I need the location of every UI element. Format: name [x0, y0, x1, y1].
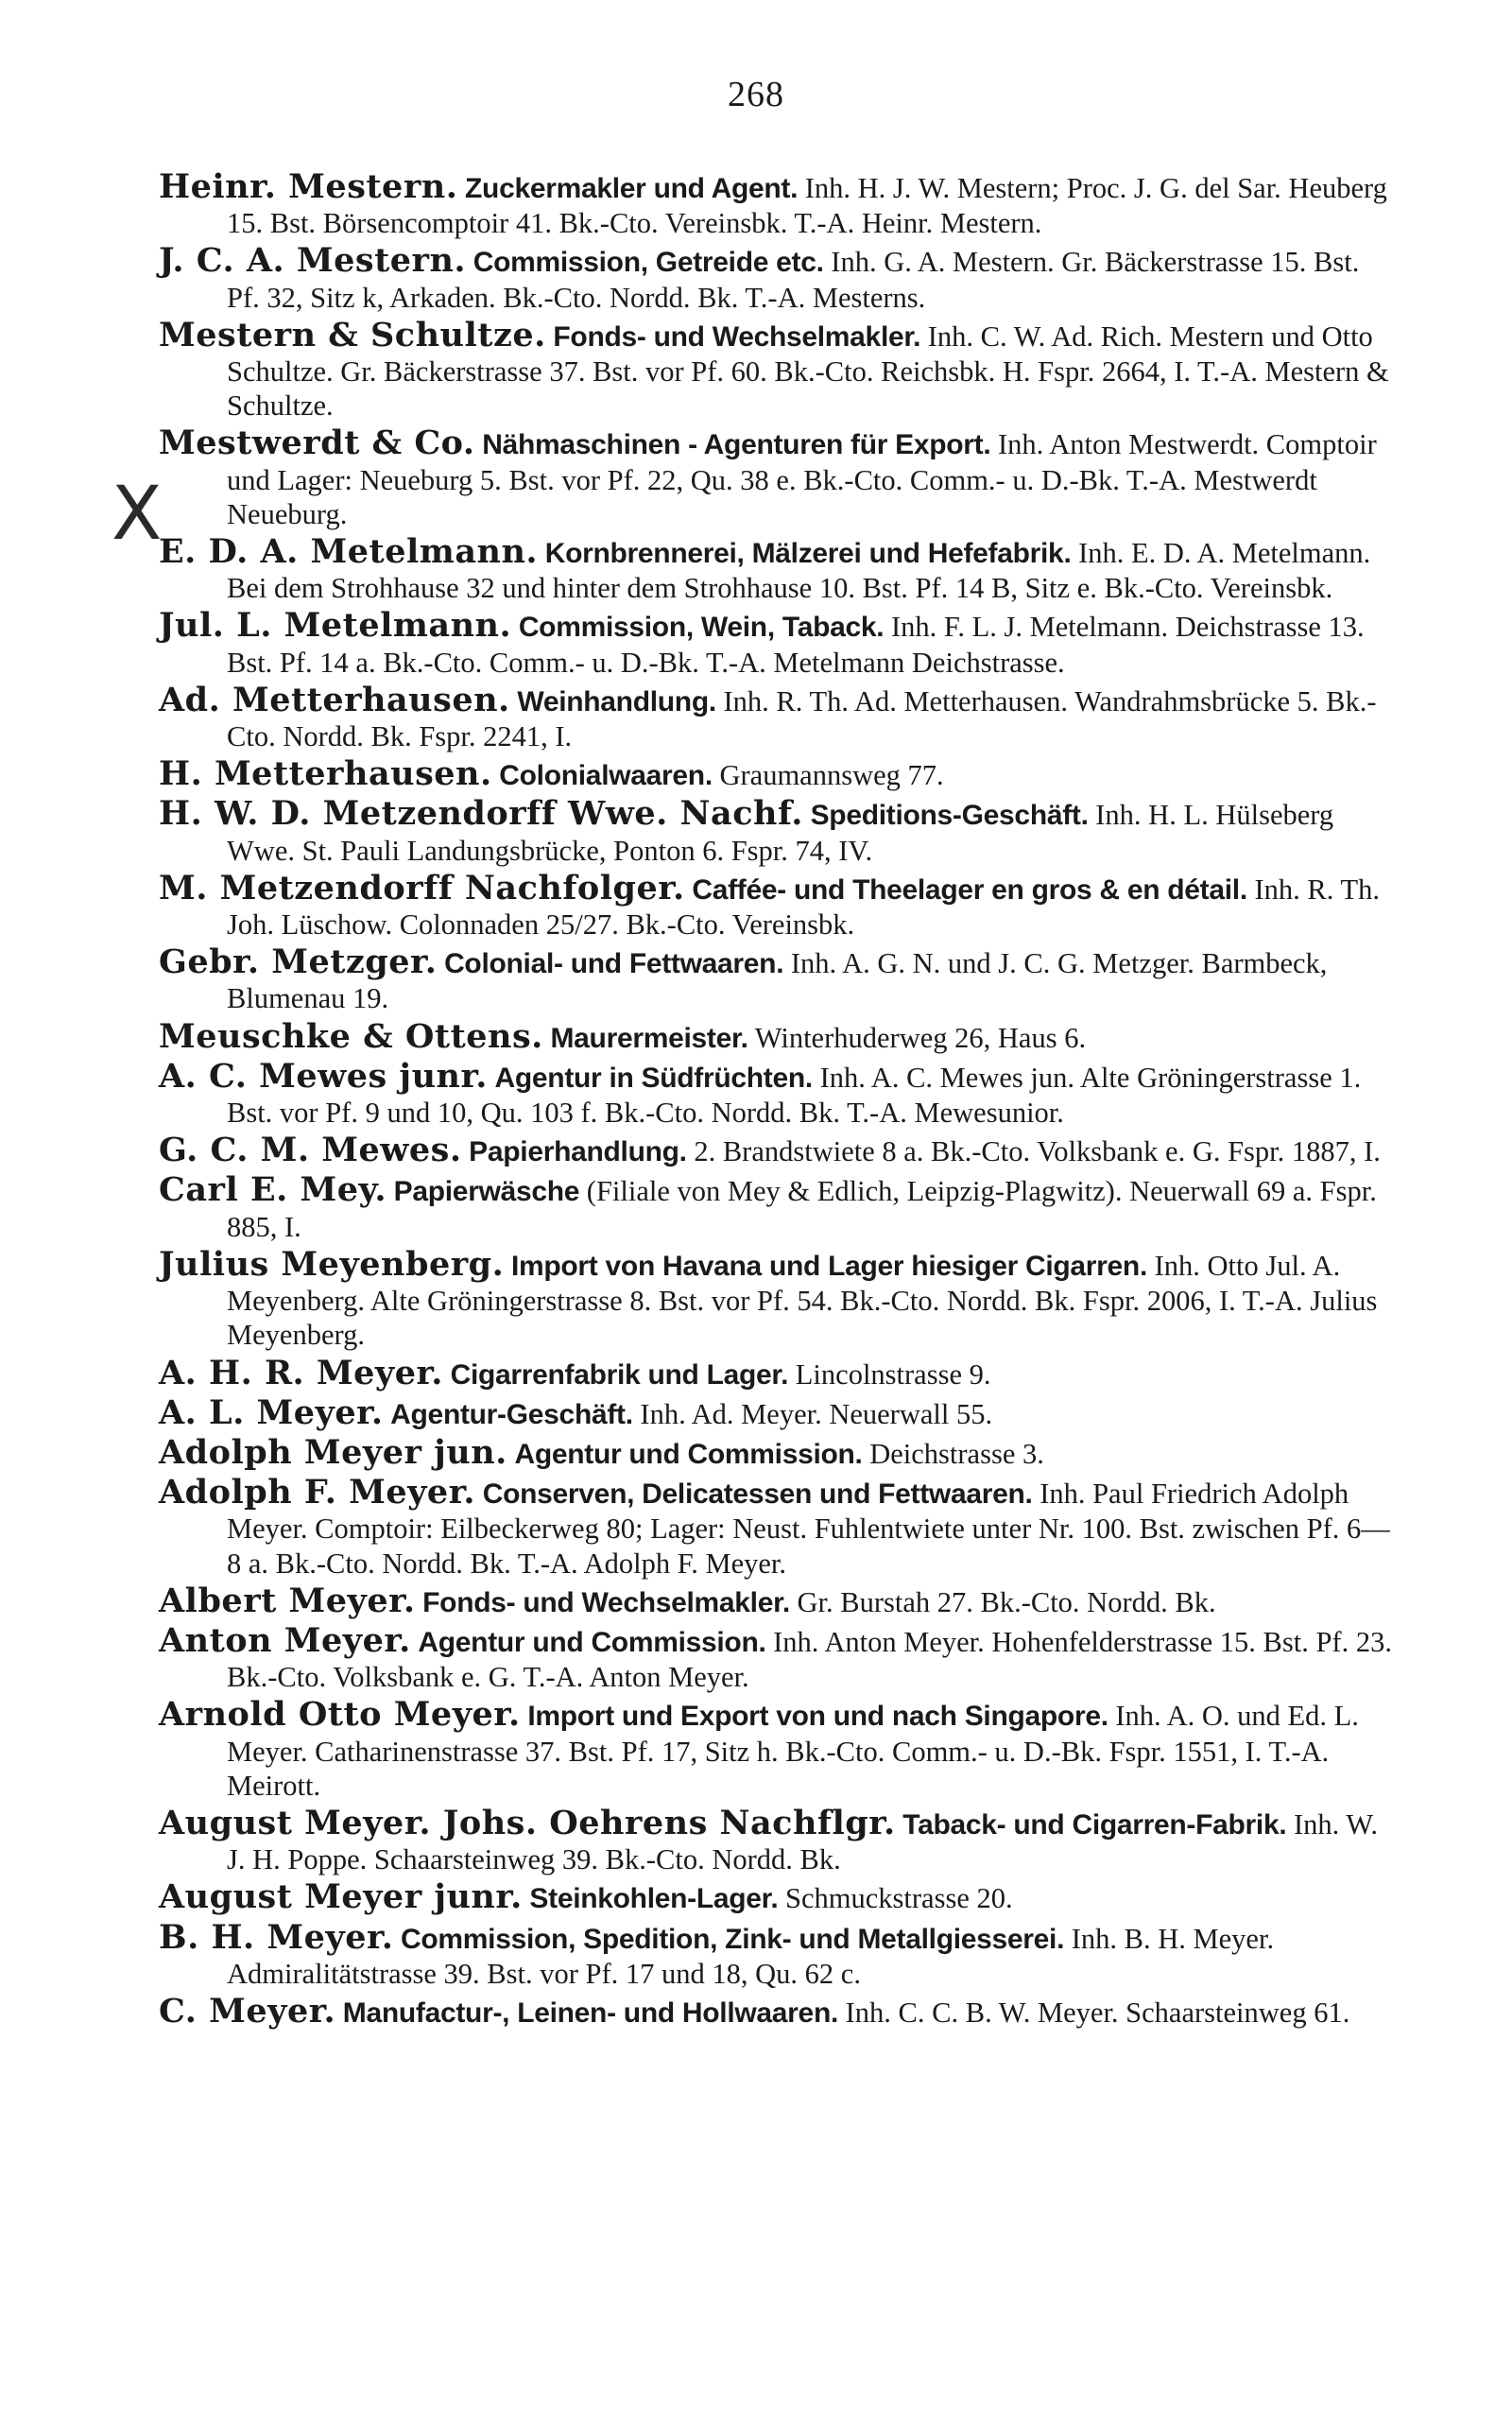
- business-type: Kornbrennerei, Mälzerei und Hefefabrik.: [544, 538, 1072, 570]
- firm-name: J. C. A. Mestern.: [159, 241, 467, 281]
- firm-name: C. Meyer.: [159, 1991, 336, 2031]
- directory-entry: [159, 1170, 1397, 1243]
- business-type: Agentur und Commission.: [418, 1626, 766, 1658]
- business-type: Commission, Wein, Taback.: [518, 612, 885, 644]
- entry-details: 2. Brandstwiete 8 a. Bk.-Cto. Volksbank e. G. Fspr. 1887, I.: [694, 1135, 1381, 1168]
- entry-details: Inh. Anton Meyer. Hohenfelderstrasse 15. Bst. Pf. 23. Bk.-Cto. Volksbank e. G. T.-A. Anton Meyer.: [227, 1625, 1392, 1694]
- handwritten-x-mark: X: [112, 472, 163, 557]
- entry-details: Inh. H. L. Hülseberg Wwe. St. Pauli Landungsbrücke, Ponton 6. Fspr. 74, IV.: [227, 799, 1334, 867]
- directory-entry: [159, 754, 1397, 794]
- directory-entry: [159, 241, 1397, 314]
- entry-details: Inh. C. W. Ad. Rich. Mestern und Otto Schultze. Gr. Bäckerstrasse 37. Bst. vor Pf. 60. Bk.-Cto. Reichsbk. H. Fspr. 2664, I. T.-A. Mestern & Schultze.: [227, 320, 1389, 423]
- directory-entry: [159, 426, 1397, 531]
- directory-entry: [159, 1991, 1397, 2031]
- entry-details: Inh. C. C. B. W. Meyer. Schaarsteinweg 61.: [845, 1996, 1350, 2029]
- entry-details: Lincolnstrasse 9.: [795, 1357, 991, 1391]
- directory-entry: [159, 942, 1397, 1015]
- entry-details: (Filiale von Mey & Edlich, Leipzig-Plagwitz). Neuerwall 69 a. Fspr. 885, I.: [227, 1175, 1377, 1243]
- business-type: Colonialwaaren.: [499, 760, 713, 792]
- business-type: Colonial- und Fettwaaren.: [444, 948, 784, 980]
- business-type: Commission, Spedition, Zink- und Metallgiesserei.: [401, 1923, 1065, 1955]
- entry-details: Inh. W. J. H. Poppe. Schaarsteinweg 39. Bk.-Cto. Nordd. Bk.: [227, 1807, 1378, 1876]
- directory-entry: [159, 1803, 1397, 1876]
- firm-name: Anton Meyer.: [159, 1620, 411, 1660]
- firm-name: Gebr. Metzger.: [159, 942, 438, 982]
- firm-name: Meuschke & Ottens.: [159, 1016, 543, 1056]
- business-type: Papierhandlung.: [469, 1136, 687, 1168]
- directory-entry: [159, 1392, 1397, 1432]
- entry-details: Inh. G. A. Mestern. Gr. Bäckerstrasse 15. Bst. Pf. 32, Sitz k, Arkaden. Bk.-Cto. Nordd. Bk. T.-A. Mesterns.: [227, 246, 1360, 314]
- directory-entry: [159, 680, 1397, 753]
- business-type: Fonds- und Wechselmakler.: [422, 1586, 790, 1618]
- firm-name: Albert Meyer.: [159, 1581, 416, 1620]
- entry-details: Inh. Anton Mestwerdt. Comptoir und Lager: Neueburg 5. Bst. vor Pf. 22, Qu. 38 e. Bk.-Cto. Comm.- u. D.-Bk. T.-A. Mestwerdt Neueburg.: [227, 428, 1377, 530]
- firm-name: G. C. M. Mewes.: [159, 1131, 462, 1170]
- entry-details: Inh. E. D. A. Metelmann. Bei dem Strohhause 32 und hinter dem Strohhause 10. Bst. Pf. 14 B, Sitz e. Bk.-Cto. Vereinsbk.: [227, 537, 1371, 605]
- business-type: Maurermeister.: [550, 1022, 748, 1054]
- entry-details: Winterhuderweg 26, Haus 6.: [754, 1021, 1087, 1054]
- directory-entry: [159, 315, 1397, 424]
- directory-entry: [159, 1917, 1397, 1991]
- directory-entry: [159, 1877, 1397, 1917]
- firm-name: Ad. Metterhausen.: [159, 680, 510, 719]
- entry-details: Inh. A. G. N. und J. C. G. Metzger. Barmbeck, Blumenau 19.: [227, 947, 1328, 1015]
- directory-entries: [159, 167, 1397, 2034]
- firm-name: Carl E. Mey.: [159, 1170, 387, 1210]
- directory-entry: [159, 1620, 1397, 1694]
- directory-entry: [159, 1581, 1397, 1620]
- firm-name: A. C. Mewes junr.: [159, 1056, 488, 1096]
- entry-details: Deichstrasse 3.: [869, 1437, 1044, 1470]
- entry-details: Gr. Burstah 27. Bk.-Cto. Nordd. Bk.: [797, 1585, 1216, 1618]
- business-type: Cigarrenfabrik und Lager.: [450, 1358, 789, 1391]
- business-type: Taback- und Cigarren-Fabrik.: [902, 1808, 1287, 1841]
- firm-name: August Meyer junr.: [159, 1877, 523, 1917]
- business-type: Agentur in Südfrüchten.: [494, 1062, 813, 1094]
- entry-details: Inh. B. H. Meyer. Admiralitätstrasse 39. Bst. vor Pf. 17 und 18, Qu. 62 c.: [227, 1922, 1275, 1990]
- business-type: Conserven, Delicatessen und Fettwaaren.: [482, 1478, 1033, 1511]
- business-type: Manufactur-, Leinen- und Hollwaaren.: [342, 1996, 839, 2029]
- firm-name: Arnold Otto Meyer.: [159, 1695, 521, 1735]
- business-type: Zuckermakler und Agent.: [465, 173, 799, 204]
- firm-name: Adolph F. Meyer.: [159, 1473, 476, 1512]
- directory-entry: [159, 1244, 1397, 1353]
- business-type: Import von Havana und Lager hiesiger Cigarren.: [510, 1250, 1147, 1282]
- firm-name: B. H. Meyer.: [159, 1917, 394, 1957]
- directory-entry: [159, 167, 1397, 240]
- entry-details: Inh. Otto Jul. A. Meyenberg. Alte Gröningerstrasse 8. Bst. vor Pf. 54. Bk.-Cto. Nordd. Bk. Fspr. 2006, I. T.-A. Julius Meyenberg.: [227, 1249, 1378, 1352]
- directory-entry: [159, 532, 1397, 605]
- business-type: Import und Export von und nach Singapore.: [527, 1701, 1108, 1733]
- entry-details: Inh. Ad. Meyer. Neuerwall 55.: [640, 1397, 993, 1430]
- firm-name: Adolph Meyer jun.: [159, 1432, 507, 1472]
- page-number: 268: [728, 75, 784, 114]
- entry-details: Schmuckstrasse 20.: [785, 1882, 1013, 1915]
- business-type: Papierwäsche: [393, 1176, 580, 1208]
- business-type: Caffée- und Theelager en gros & en détail.: [692, 873, 1247, 906]
- firm-name: Julius Meyenberg.: [159, 1244, 505, 1284]
- business-type: Commission, Getreide etc.: [472, 247, 824, 279]
- firm-name: M. Metzendorff Nachfolger.: [159, 868, 685, 908]
- firm-name: Jul. L. Metelmann.: [159, 606, 512, 646]
- directory-entry: [159, 1353, 1397, 1392]
- entry-details: Graumannsweg 77.: [719, 759, 944, 792]
- firm-name: Heinr. Mestern.: [159, 167, 458, 206]
- business-type: Agentur-Geschäft.: [390, 1398, 633, 1430]
- directory-entry: [159, 1432, 1397, 1472]
- directory-entry: [159, 794, 1397, 867]
- business-type: Speditions-Geschäft.: [810, 800, 1089, 832]
- directory-entry: [159, 1695, 1397, 1803]
- entry-details: Inh. F. L. J. Metelmann. Deichstrasse 13. Bst. Pf. 14 a. Bk.-Cto. Comm.- u. D.-Bk. T.-A. Metelmann Deichstrasse.: [227, 611, 1365, 679]
- firm-name: Mestwerdt & Co.: [159, 424, 475, 463]
- business-type: Steinkohlen-Lager.: [529, 1883, 779, 1915]
- firm-name: August Meyer. Johs. Oehrens Nachflgr.: [159, 1803, 896, 1842]
- directory-entry: [159, 1016, 1397, 1056]
- directory-entry: [159, 606, 1397, 679]
- business-type: Weinhandlung.: [517, 685, 716, 717]
- firm-name: A. H. R. Meyer.: [159, 1353, 443, 1392]
- business-type: Fonds- und Wechselmakler.: [553, 320, 921, 353]
- firm-name: H. Metterhausen.: [159, 754, 492, 794]
- directory-entry: [159, 1473, 1397, 1581]
- directory-entry: [159, 1056, 1397, 1130]
- firm-name: H. W. D. Metzendorff Wwe. Nachf.: [159, 794, 803, 834]
- business-type: Nähmaschinen - Agenturen für Export.: [482, 429, 991, 461]
- directory-entry: [159, 868, 1397, 942]
- entry-details: Inh. H. J. W. Mestern; Proc. J. G. del Sar. Heuberg 15. Bst. Börsencomptoir 41. Bk.-Cto. Vereinsbk. T.-A. Heinr. Mestern.: [227, 172, 1387, 240]
- firm-name: A. L. Meyer.: [159, 1392, 384, 1432]
- firm-name: E. D. A. Metelmann.: [159, 532, 539, 572]
- entry-details: Inh. A. C. Mewes jun. Alte Gröningerstrasse 1. Bst. vor Pf. 9 und 10, Qu. 103 f. Bk.-Cto. Nordd. Bk. T.-A. Mewesunior.: [227, 1061, 1362, 1130]
- entry-details: Inh. R. Th. Joh. Lüschow. Colonnaden 25/27. Bk.-Cto. Vereinsbk.: [227, 873, 1380, 942]
- directory-entry: [159, 1133, 1397, 1169]
- firm-name: Mestern & Schultze.: [159, 315, 546, 354]
- entry-details: Inh. R. Th. Ad. Metterhausen. Wandrahmsbrücke 5. Bk.-Cto. Nordd. Bk. Fspr. 2241, I.: [227, 684, 1377, 753]
- entry-details: Inh. A. O. und Ed. L. Meyer. Catharinenstrasse 37. Bst. Pf. 17, Sitz h. Bk.-Cto. Comm.- u. D.-Bk. Fspr. 1551, I. T.-A. Meirott.: [227, 1700, 1359, 1802]
- entry-details: Inh. Paul Friedrich Adolph Meyer. Comptoir: Eilbeckerweg 80; Lager: Neust. Fuhlentwiete unter Nr. 100. Bst. zwischen Pf. 6—8 a. Bk.-Cto. Nordd. Bk. T.-A. Adolph F. Meyer.: [227, 1478, 1390, 1580]
- business-type: Agentur und Commission.: [514, 1438, 863, 1470]
